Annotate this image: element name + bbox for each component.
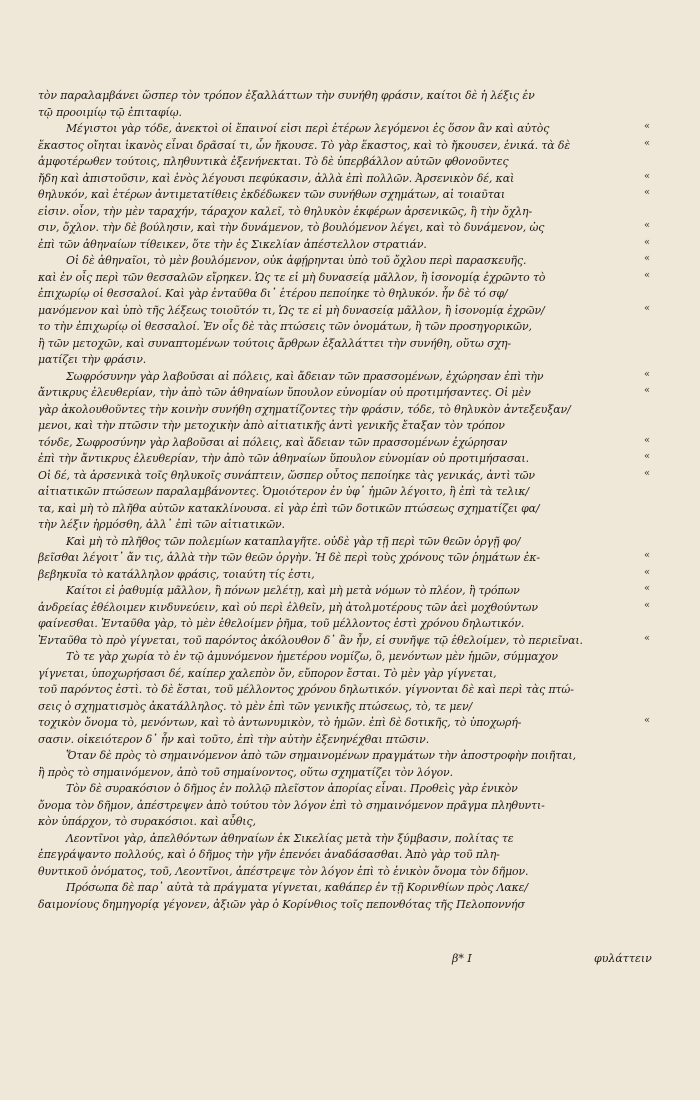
text-line: ὄνομα τὸν δῆμον, ἀπέστρεψεν ἀπὸ τούτου τὸν λόγον ἐπὶ τὸ σημαινόμενον πρᾶγμα πληθυντι- — [38, 798, 545, 812]
text-line: Ἐνταῦθα τὸ πρὸ γίγνεται, τοῦ παρόντος ἀκόλουθον δ᾽ ἂν ἦν, εἰ συνῆψε τῷ ἐθελοίμεν, τὸ περιεῖναι. — [38, 633, 583, 647]
text-line: Τὸ τε γὰρ χωρία τὸ ἐν τῷ ἀμυνόμενον ἡμετέρου νομίζω, ὃ, μενόντων μὲν ἡμῶν, σύμμαχον — [66, 650, 558, 663]
margin-mark: « — [644, 137, 651, 149]
margin-mark: « — [644, 236, 651, 248]
text-line: βεβηκυῖα τὸ κατάλληλον φράσις, τοιαύτη τίς ἐστι, — [38, 567, 315, 581]
text-line: ἐπὶ τῶν ἀθηναίων τίθεικεν, ὅτε τὴν ἐς Σικελίαν ἀπέστελλον στρατιάν. — [38, 237, 427, 251]
text-line: κὸν ὑπάρχον, τὸ συρακόσιοι. καὶ αὖθις, — [38, 815, 256, 828]
text-line: Καὶ μὴ τὸ πλῆθος τῶν πολεμίων καταπλαγῆτε. οὐδὲ γὰρ τῇ περὶ τῶν θεῶν ὀργῇ φο/ — [66, 534, 521, 548]
text-line: Καίτοι εἰ ῥαθυμίᾳ μᾶλλον, ἢ πόνων μελέτῃ, καὶ μὴ μετὰ νόμων τὸ πλέον, ἢ τρόπων — [66, 584, 520, 597]
signature-mark: β* I — [452, 952, 472, 965]
text-line: τὴν λέξιν ἡρμόσθη, ἀλλ᾽ ἐπὶ τῶν αἰτιατικῶν. — [38, 518, 285, 531]
text-line: εἰσιν. οἷον, τὴν μὲν ταραχήν, τάραχον καλεῖ, τὸ θηλυκὸν ἐκφέρων ἀρσενικῶς, ἢ τὴν ὄχλη- — [38, 204, 533, 218]
text-line: Ὅταν δὲ πρὸς τὸ σημαινόμενον ἀπὸ τῶν σημαινομένων πραγμάτων τὴν ἀποστροφὴν ποιῆται, — [66, 749, 576, 762]
margin-mark: « — [644, 302, 651, 314]
text-line: ἢ πρὸς τὸ σημαινόμενον, ἀπὸ τοῦ σημαίνοντος, οὕτω σχηματίζει τὸν λόγον. — [38, 765, 453, 779]
text-line: ἀμφοτέρωθεν τούτοις, πληθυντικὰ ἐξενήνεκται. Τὸ δὲ ὑπερβάλλον αὐτῶν φθονοῦντες — [38, 155, 509, 168]
margin-mark: « — [644, 583, 651, 594]
margin-mark: « — [644, 170, 651, 182]
text-line: Μέγιστοι γὰρ τόδε, ἀνεκτοὶ οἱ ἔπαινοί εἰσι περὶ ἑτέρων λεγόμενοι ἐς ὅσον ἂν καὶ αὐτὸς — [66, 122, 550, 135]
margin-mark: « — [644, 632, 651, 644]
text-line: Οἱ δέ, τὰ ἀρσενικὰ τοῖς θηλυκοῖς συνάπτειν, ὥσπερ οὗτος πεποίηκε τὰς γενικάς, ἀντὶ τῶν — [38, 468, 535, 482]
text-line: ἀνδρείας ἐθέλοιμεν κινδυνεύειν, καὶ οὐ περὶ ἐλθεῖν, μὴ ἀτολμοτέρους τῶν ἀεὶ μοχθούντων — [38, 600, 538, 614]
margin-mark: « — [644, 451, 651, 462]
text-line: Οἱ δὲ ἀθηναῖοι, τὸ μὲν βουλόμενον, οὐκ ἀφῄρηνται ὑπὸ τοῦ ὄχλου περὶ παρασκευῆς. — [66, 254, 527, 267]
text-line: δαιμονίους δημηγορίᾳ γέγονεν, ἀξιῶν γὰρ ὁ Κορίνθιος τοῖς πεπονθότας τῆς Πελοποννήσ — [38, 897, 525, 911]
text-line: γίγνεται, ὑποχωρήσασι δέ, καίπερ χαλεπὸν ὄν, εὔπορον ἔσται. Τὸ μὲν γὰρ γίγνεται, — [38, 666, 497, 680]
text-line: ματίζει τὴν φράσιν. — [38, 353, 147, 366]
text-line: ἕκαστος οἴηται ἱκανὸς εἶναι δρᾶσαί τι, ὧν ἤκουσε. Τὸ γὰρ ἕκαστος, καὶ τὸ ἤκουσεν, ἑνικά. τὰ δὲ — [38, 138, 571, 152]
margin-mark: « — [644, 368, 651, 380]
text-line: τὸν παραλαμβάνει ὥσπερ τὸν τρόπον ἐξαλλάττων τὴν συνήθη φράσιν, καίτοι δὲ ἡ λέξις ἐν — [38, 89, 535, 102]
margin-mark: « — [644, 269, 651, 281]
margin-mark: « — [644, 253, 651, 264]
text-line: ἄντικρυς ἐλευθερίαν, τὴν ἀπὸ τῶν ἀθηναίων ὕπουλον εὐνομίαν οὐ προτιμήσαντες. Οἱ μὲν — [38, 386, 531, 399]
text-line: ἐπεγράψαντο πολλούς, καὶ ὁ δῆμος τὴν γῆν ἐπενόει ἀναδάσασθαι. Ἀπὸ γὰρ τοῦ πλη- — [38, 848, 500, 861]
text-line: θηλυκόν, καὶ ἑτέρων ἀντιμετατίθεις ἐκδέδωκεν τῶν συνήθων σχημάτων, αἱ τοιαῦται — [38, 188, 506, 201]
text-line: τόνδε, Σωφροσύνην γὰρ λαβοῦσαι αἱ πόλεις, καὶ ἄδειαν τῶν πρασσομένων ἐχώρησαν — [38, 435, 508, 449]
text-line: Πρόσωπα δὲ παρ᾽ αὐτὰ τὰ πράγματα γίγνεται, καθάπερ ἐν τῇ Κορινθίων πρὸς Λακε/ — [66, 881, 528, 894]
text-line: τοῦ παρόντος ἐστὶ. τὸ δὲ ἔσται, τοῦ μέλλοντος χρόνου δηλωτικόν. γίγνονται δὲ καὶ περὶ τὰς πτώ- — [38, 683, 574, 696]
margin-mark: « — [644, 187, 651, 198]
text-line: θυντικοῦ ὀνόματος, τοῦ, Λεοντῖνοι, ἀπέστρεψε τὸν λόγον ἐπὶ τὸ ἑνικὸν ὄνομα τὸν δῆμον. — [38, 864, 529, 878]
text-line: καὶ ἐν οἷς περὶ τῶν θεσσαλῶν εἴρηκεν. Ὡς τε εἰ μὴ δυνασείᾳ μᾶλλον, ἢ ἰσονομίᾳ ἐχρῶντο τὸ — [38, 270, 546, 284]
text-line: σασιν. οἰκειότερον δ᾽ ἦν καὶ τοῦτο, ἐπὶ τὴν αὐτὴν ἐξενηνέχθαι πτῶσιν. — [38, 732, 430, 746]
text-line: τοχικὸν ὄνομα τὸ, μενόντων, καὶ τὸ ἀντωνυμικὸν, τὸ ἡμῶν. ἐπὶ δὲ δοτικῆς, τὸ ὑποχωρή- — [38, 716, 522, 729]
margin-mark: « — [644, 599, 651, 611]
margin-mark: « — [644, 566, 651, 578]
margin-mark: « — [644, 715, 651, 726]
catchword: φυλάττειν — [594, 952, 652, 965]
text-line: αἰτιατικῶν πτώσεων παραλαμβάνοντες. Ὁμοιότερον ἐν ὑφ᾽ ἡμῶν λέγοιτο, ἢ ἐπὶ τὰ τελικ/ — [38, 485, 530, 498]
text-line: τῷ προοιμίῳ τῷ ἐπιταφίῳ. — [38, 105, 182, 119]
text-line: ἢ τῶν μετοχῶν, καὶ συναπτομένων τούτοις ἄρθρων ἐξαλλάττει τὴν συνήθη, οὕτω σχη- — [38, 336, 512, 350]
margin-mark: « — [644, 434, 651, 446]
margin-mark: « — [644, 385, 651, 396]
text-line: βεῖσθαι λέγοιτ᾽ ἄν τις, ἀλλὰ τὴν τῶν θεῶν ὀργὴν. Ἡ δὲ περὶ τοὺς χρόνους τῶν ῥημάτων ἐκ- — [38, 551, 541, 564]
text-line: ἐπὶ τὴν ἄντικρυς ἐλευθερίαν, τὴν ἀπὸ τῶν ἀθηναίων ὕπουλον εὐνομίαν οὐ προτιμήσασαι. — [38, 452, 529, 465]
text-line: ἐπιχωρίῳ οἱ θεσσαλοί. Καὶ γὰρ ἐνταῦθα δι᾽ ἑτέρου πεποίηκε τὸ θηλυκόν. ἦν δὲ τό σφ/ — [38, 287, 508, 300]
text-line: Σωφρόσυνην γὰρ λαβοῦσαι αἱ πόλεις, καὶ ἄδειαν τῶν πρασσομένων, ἐχώρησαν ἐπὶ τὴν — [66, 369, 544, 383]
margin-mark: « — [644, 467, 651, 479]
text-line: σεις ὁ σχηματισμὸς ἀκατάλληλος. τὸ μὲν ἐπὶ τῶν γενικῆς πτώσεως, τὸ, τε μεν/ — [38, 699, 473, 713]
margin-mark: « — [644, 121, 651, 132]
margin-mark: « — [644, 550, 651, 561]
text-line: φαίνεσθαι. Ἐνταῦθα γὰρ, τὸ μὲν ἐθελοίμεν ῥῆμα, τοῦ μέλλοντος ἐστὶ χρόνου δηλωτικόν. — [38, 617, 525, 630]
margin-mark: « — [644, 220, 651, 231]
main-text — [38, 88, 638, 913]
text-line: το τὴν ἐπιχωρίῳ οἱ θεσσαλοί. Ἐν οἷς δὲ τὰς πτώσεις τῶν ὀνομάτων, ἢ τῶν προσηγορικῶν, — [38, 320, 532, 333]
text-line: ἤδη καὶ ἀπιστοῦσιν, καὶ ἑνὸς λέγουσι πεφύκασιν, ἀλλὰ ἐπὶ πολλῶν. Ἀρσενικὸν δέ, καὶ — [38, 171, 515, 185]
text-line: Τὸν δὲ συρακόσιον ὁ δῆμος ἐν πολλῷ πλεῖστον ἀπορίας εἶναι. Προθεὶς γὰρ ἑνικὸν — [66, 782, 518, 795]
text-line: γὰρ ἀκολουθοῦντες τὴν κοινὴν συνήθη σχηματίζοντες τὴν φράσιν, τόδε, τὸ θηλυκὸν ἀντεξευξαν/ — [38, 402, 571, 416]
text-line: σιν, ὄχλον. τὴν δὲ βούλησιν, καὶ τὴν δυνάμενον, τὸ βουλόμενον λέγει, καὶ τὸ δυνάμενον, ὡς — [38, 221, 545, 234]
text-line: μανόμενον καὶ ὑπὸ τῆς λέξεως τοιοῦτόν τι, Ὡς τε εἰ μὴ δυνασείᾳ μᾶλλον, ἢ ἰσονομίᾳ ἐχρῶν/ — [38, 303, 545, 317]
text-line: μενοι, καὶ τὴν πτῶσιν τὴν μετοχικὴν ἀπὸ αἰτιατικῆς ἀντὶ γενικῆς ἔταξαν τὸν τρόπον — [38, 419, 505, 432]
text-line: Λεοντῖνοι γὰρ, ἀπελθόντων ἀθηναίων ἐκ Σικελίας μετὰ τὴν ξύμβασιν, πολίτας τε — [66, 831, 514, 845]
text-line: τα, καὶ μὴ τὸ πλῆθα αὐτῶν κατακλίνουσα. εἰ γὰρ ἐπὶ τῶν δοτικῶν πτώσεως σχηματίζει φα/ — [38, 501, 540, 515]
